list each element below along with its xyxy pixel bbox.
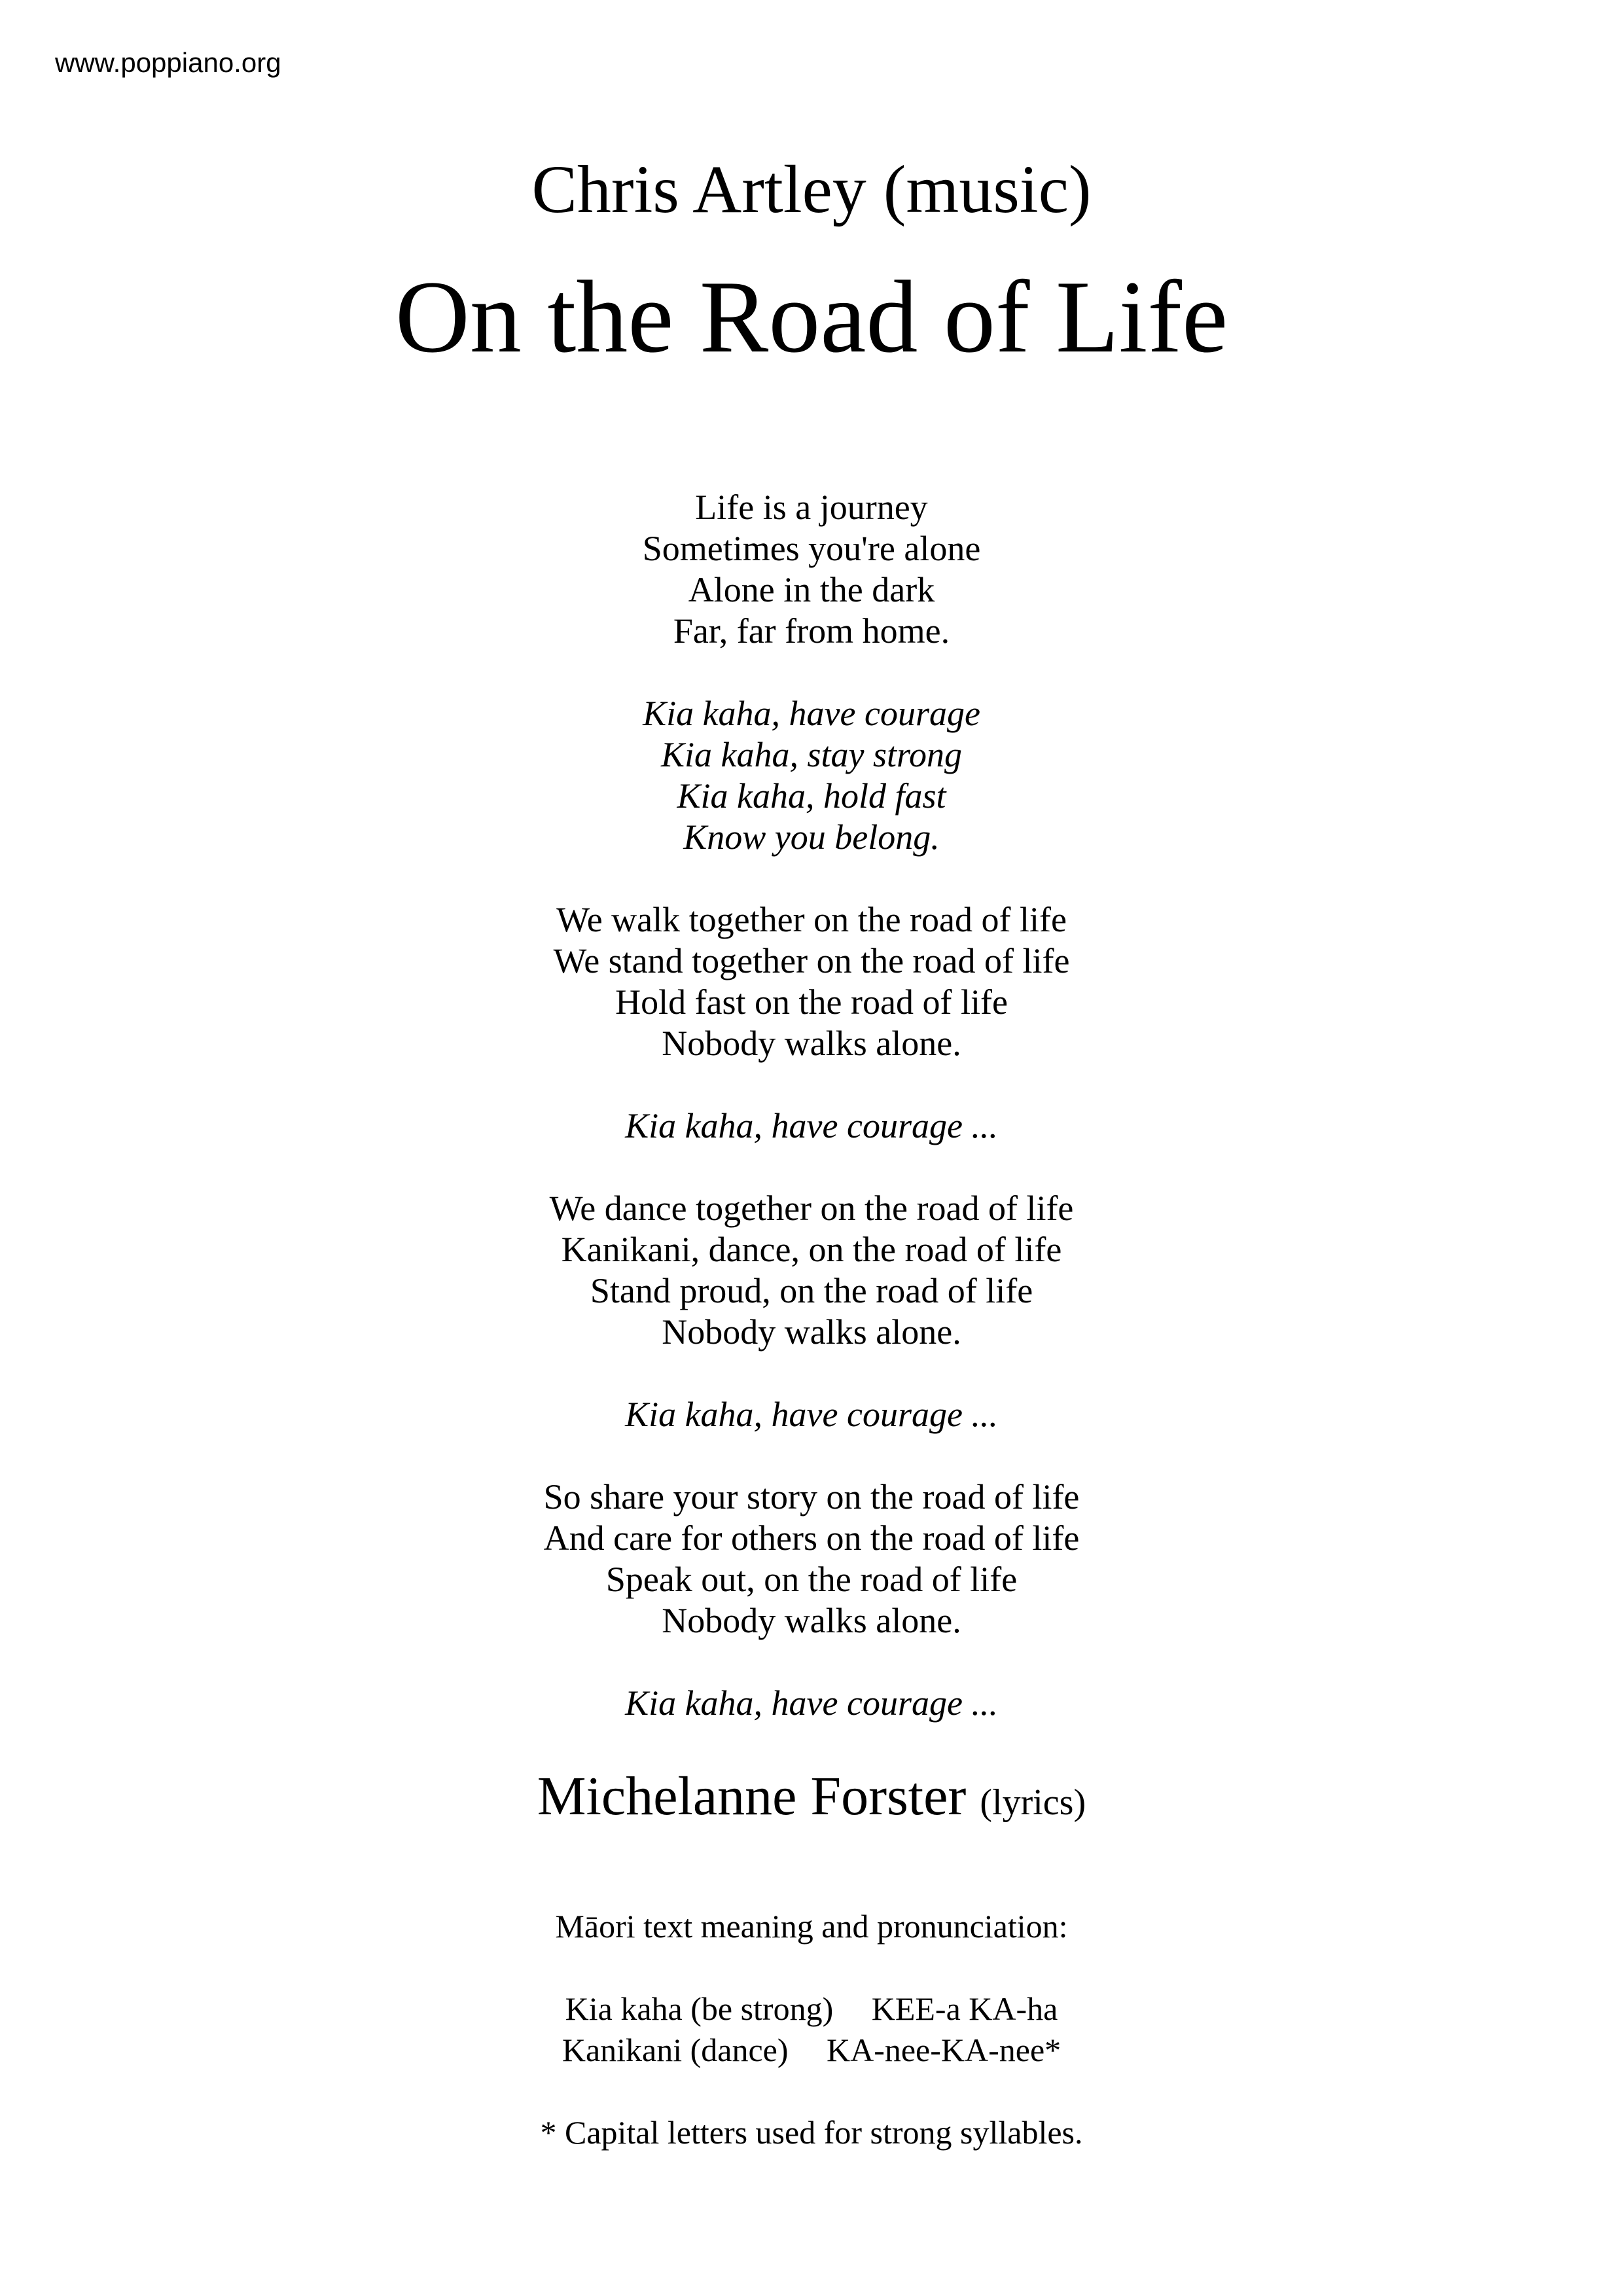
lyric-line: We walk together on the road of life (556, 900, 1067, 939)
lyric-line: So share your story on the road of life (543, 1477, 1080, 1516)
pronunciation: KA-nee-KA-nee* (827, 2032, 1061, 2068)
notes-heading: Māori text meaning and pronunciation: (555, 1908, 1068, 1945)
maori-term: Kia kaha (be strong) (565, 1990, 834, 2027)
lyric-line: Nobody walks alone. (662, 1024, 961, 1063)
maori-term: Kanikani (dance) (562, 2032, 789, 2068)
lyric-line: Kanikani, dance, on the road of life (561, 1230, 1062, 1269)
lyric-line: Stand proud, on the road of life (590, 1271, 1033, 1310)
lyric-line: Nobody walks alone. (662, 1312, 961, 1352)
lyric-line: Life is a journey (695, 488, 928, 527)
stanza-4-chorus-ref (0, 1105, 1623, 1147)
stanza-8-chorus-ref (0, 1683, 1623, 1724)
song-title: On the Road of Life (395, 260, 1228, 374)
lyricist-name: Michelanne Forster (537, 1766, 967, 1827)
lyrics (0, 487, 1623, 1765)
stanza-3 (0, 899, 1623, 1064)
stanza-5 (0, 1188, 1623, 1353)
pronunciation-list (0, 1988, 1623, 2071)
lyric-line: Kia kaha, stay strong (660, 735, 962, 774)
lyric-line: Alone in the dark (688, 570, 935, 609)
stanza-1 (0, 487, 1623, 652)
lyric-line: Kia kaha, have courage ... (625, 1106, 998, 1145)
lyric-line: Far, far from home. (673, 611, 950, 651)
lyricist-role: (lyrics) (980, 1782, 1086, 1823)
stanza-6-chorus-ref (0, 1394, 1623, 1435)
lyric-line: Know you belong. (683, 817, 940, 857)
lyric-line: We dance together on the road of life (549, 1189, 1074, 1228)
lyric-line: Hold fast on the road of life (615, 982, 1008, 1022)
footnote: * Capital letters used for strong syllables. (540, 2114, 1083, 2151)
lyric-line: Kia kaha, hold fast (677, 776, 946, 816)
pronunciation-row (0, 2030, 1623, 2071)
stanza-2-chorus (0, 693, 1623, 858)
lyric-line: We stand together on the road of life (553, 941, 1070, 980)
pronunciation-row (0, 1988, 1623, 2030)
lyric-line: Kia kaha, have courage (643, 694, 980, 733)
lyric-line: Kia kaha, have courage ... (625, 1395, 998, 1434)
pronunciation-notes (0, 1906, 1623, 2153)
lyric-line: Speak out, on the road of life (605, 1560, 1018, 1599)
pronunciation: KEE-a KA-ha (871, 1990, 1058, 2027)
site-url: www.poppiano.org (55, 47, 281, 78)
lyric-line: Sometimes you're alone (642, 529, 981, 568)
composer-credit: Chris Artley (music) (531, 152, 1092, 227)
lyricist-credit (0, 1761, 1623, 1839)
lyric-line: Nobody walks alone. (662, 1601, 961, 1640)
lyric-line: Kia kaha, have courage ... (625, 1683, 998, 1723)
stanza-7 (0, 1477, 1623, 1641)
lyric-line: And care for others on the road of life (543, 1518, 1080, 1558)
